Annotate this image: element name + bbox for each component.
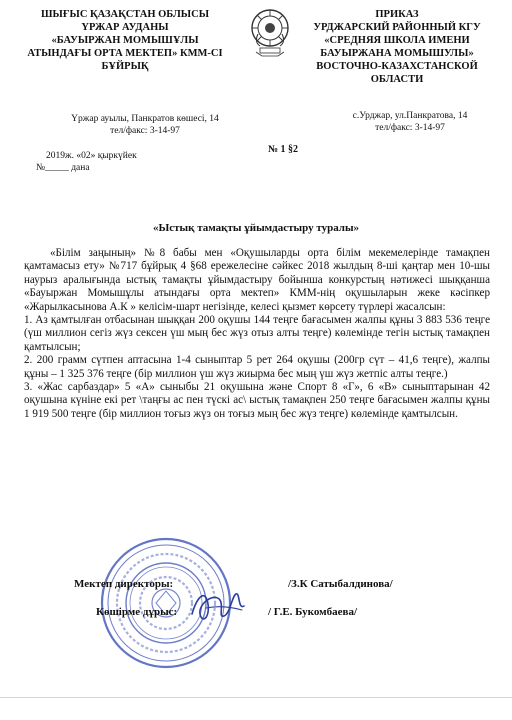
header-left-line: ШЫҒЫС ҚАЗАҚСТАН ОБЛЫСЫ — [40, 9, 210, 20]
header-right-line: ПРИКАЗ — [375, 9, 419, 20]
header-left-line: БҰЙРЫҚ — [101, 61, 149, 72]
address-right — [340, 110, 480, 134]
copies-count: №_____ дана — [36, 163, 90, 173]
header-left-line: «БАУЫРЖАН МОМЫШҰЛЫ — [51, 35, 199, 46]
order-number: № 1 §2 — [268, 144, 299, 155]
header-right-line: УРДЖАРСКИЙ РАЙОННЫЙ КГУ — [313, 22, 481, 33]
order-date: 2019ж. «02» қыркүйек — [46, 151, 137, 161]
body-paragraph: 3. «Жас сарбаздар» 5 «А» сыныбы 21 оқушына және Спорт 8 «Г», 6 «В» сыныптарынан 42 оқушына күніне екі рет \таңғы ас пен түскі ас\ ыстық тамақпен 250 теңге бағасымен жалпы құны 1 919 500 теңге (бір миллион тоғыз жүз он тоғыз мың бес жүз теңге) көлемінде қамтылсын. — [24, 381, 490, 420]
handwritten-signature — [188, 584, 248, 628]
address-left-street: Үржар ауылы, Панкратов көшесі, 14 — [71, 114, 219, 124]
header-right-line: ОБЛАСТИ — [370, 74, 424, 85]
header-right-line: ВОСТОЧНО-КАЗАХСТАНСКОЙ — [316, 61, 478, 72]
header-left-line: АТЫНДАҒЫ ОРТА МЕКТЕП» КММ-СІ — [27, 48, 223, 59]
header-right-line: БАУЫРЖАНА МОМЫШУЛЫ» — [320, 48, 474, 59]
body-paragraph: «Білім заңының» №8 бабы мен «Оқушыларды орта білім мекемелерінде тамақпен қамтамасыз ету» №717 бұйрық 4 §68 ережелесіне сәйкес 2018 жылдың 8-ші қаңтар мен 10-шы наурыз аралығында ыстық тамақты ұйымдастыру бойынша конкурстың нәтижесі шыққанша «Бауыржан Момышұлы атындағы орта мектеп» КММ-нің оқушыларын жеке кәсіпкер «Жарылкасынова А.К » келісім-шарт негізінде, келесі қызмет көрсету түрлері жасалсын: — [24, 247, 490, 313]
kazakhstan-emblem-icon — [250, 4, 290, 60]
address-left-phone: тел/факс: 3-14-97 — [110, 126, 180, 136]
document-body — [24, 247, 490, 421]
body-paragraph: 2. 200 грамм сүтпен аптасына 1-4 сыныптар 5 рет 264 оқушы (200гр сүт – 41,6 теңге), жалпы құны – 1 325 376 теңге (бір миллион үш жүз жиырма бес мың үш жүз жетпіс алты теңге.) — [24, 354, 490, 380]
header-left-line: ҮРЖАР АУДАНЫ — [81, 22, 169, 33]
header-left-kazakh — [14, 8, 236, 73]
header-right-russian — [292, 8, 502, 86]
document-title: «Ыстық тамақты ұйымдастыру туралы» — [152, 222, 360, 234]
address-right-street: с.Урджар, ул.Панкратова, 14 — [352, 111, 468, 121]
director-label: Мектеп директоры: — [74, 578, 174, 590]
address-left — [50, 113, 240, 137]
copy-verified-name: / Г.Е. Букомбаева/ — [268, 606, 358, 618]
director-name: /З.К Сатыбалдинова/ — [288, 578, 393, 590]
copy-verified-label: Көшірме дұрыс: — [96, 606, 178, 618]
page-fold-line — [0, 697, 512, 698]
address-right-phone: тел/факс: 3-14-97 — [375, 123, 445, 133]
body-paragraph: 1. Аз қамтылған отбасынан шыққан 200 оқушы 144 теңге бағасымен жалпы құны 3 883 536 теңге (үш миллион сегіз жүз сексен үш мың бес жүз отыз алты теңге) көлемінде тегін ыстық тамақпен қамтылсын; — [24, 314, 490, 353]
header-right-line: «СРЕДНЯЯ ШКОЛА ИМЕНИ — [324, 35, 470, 46]
